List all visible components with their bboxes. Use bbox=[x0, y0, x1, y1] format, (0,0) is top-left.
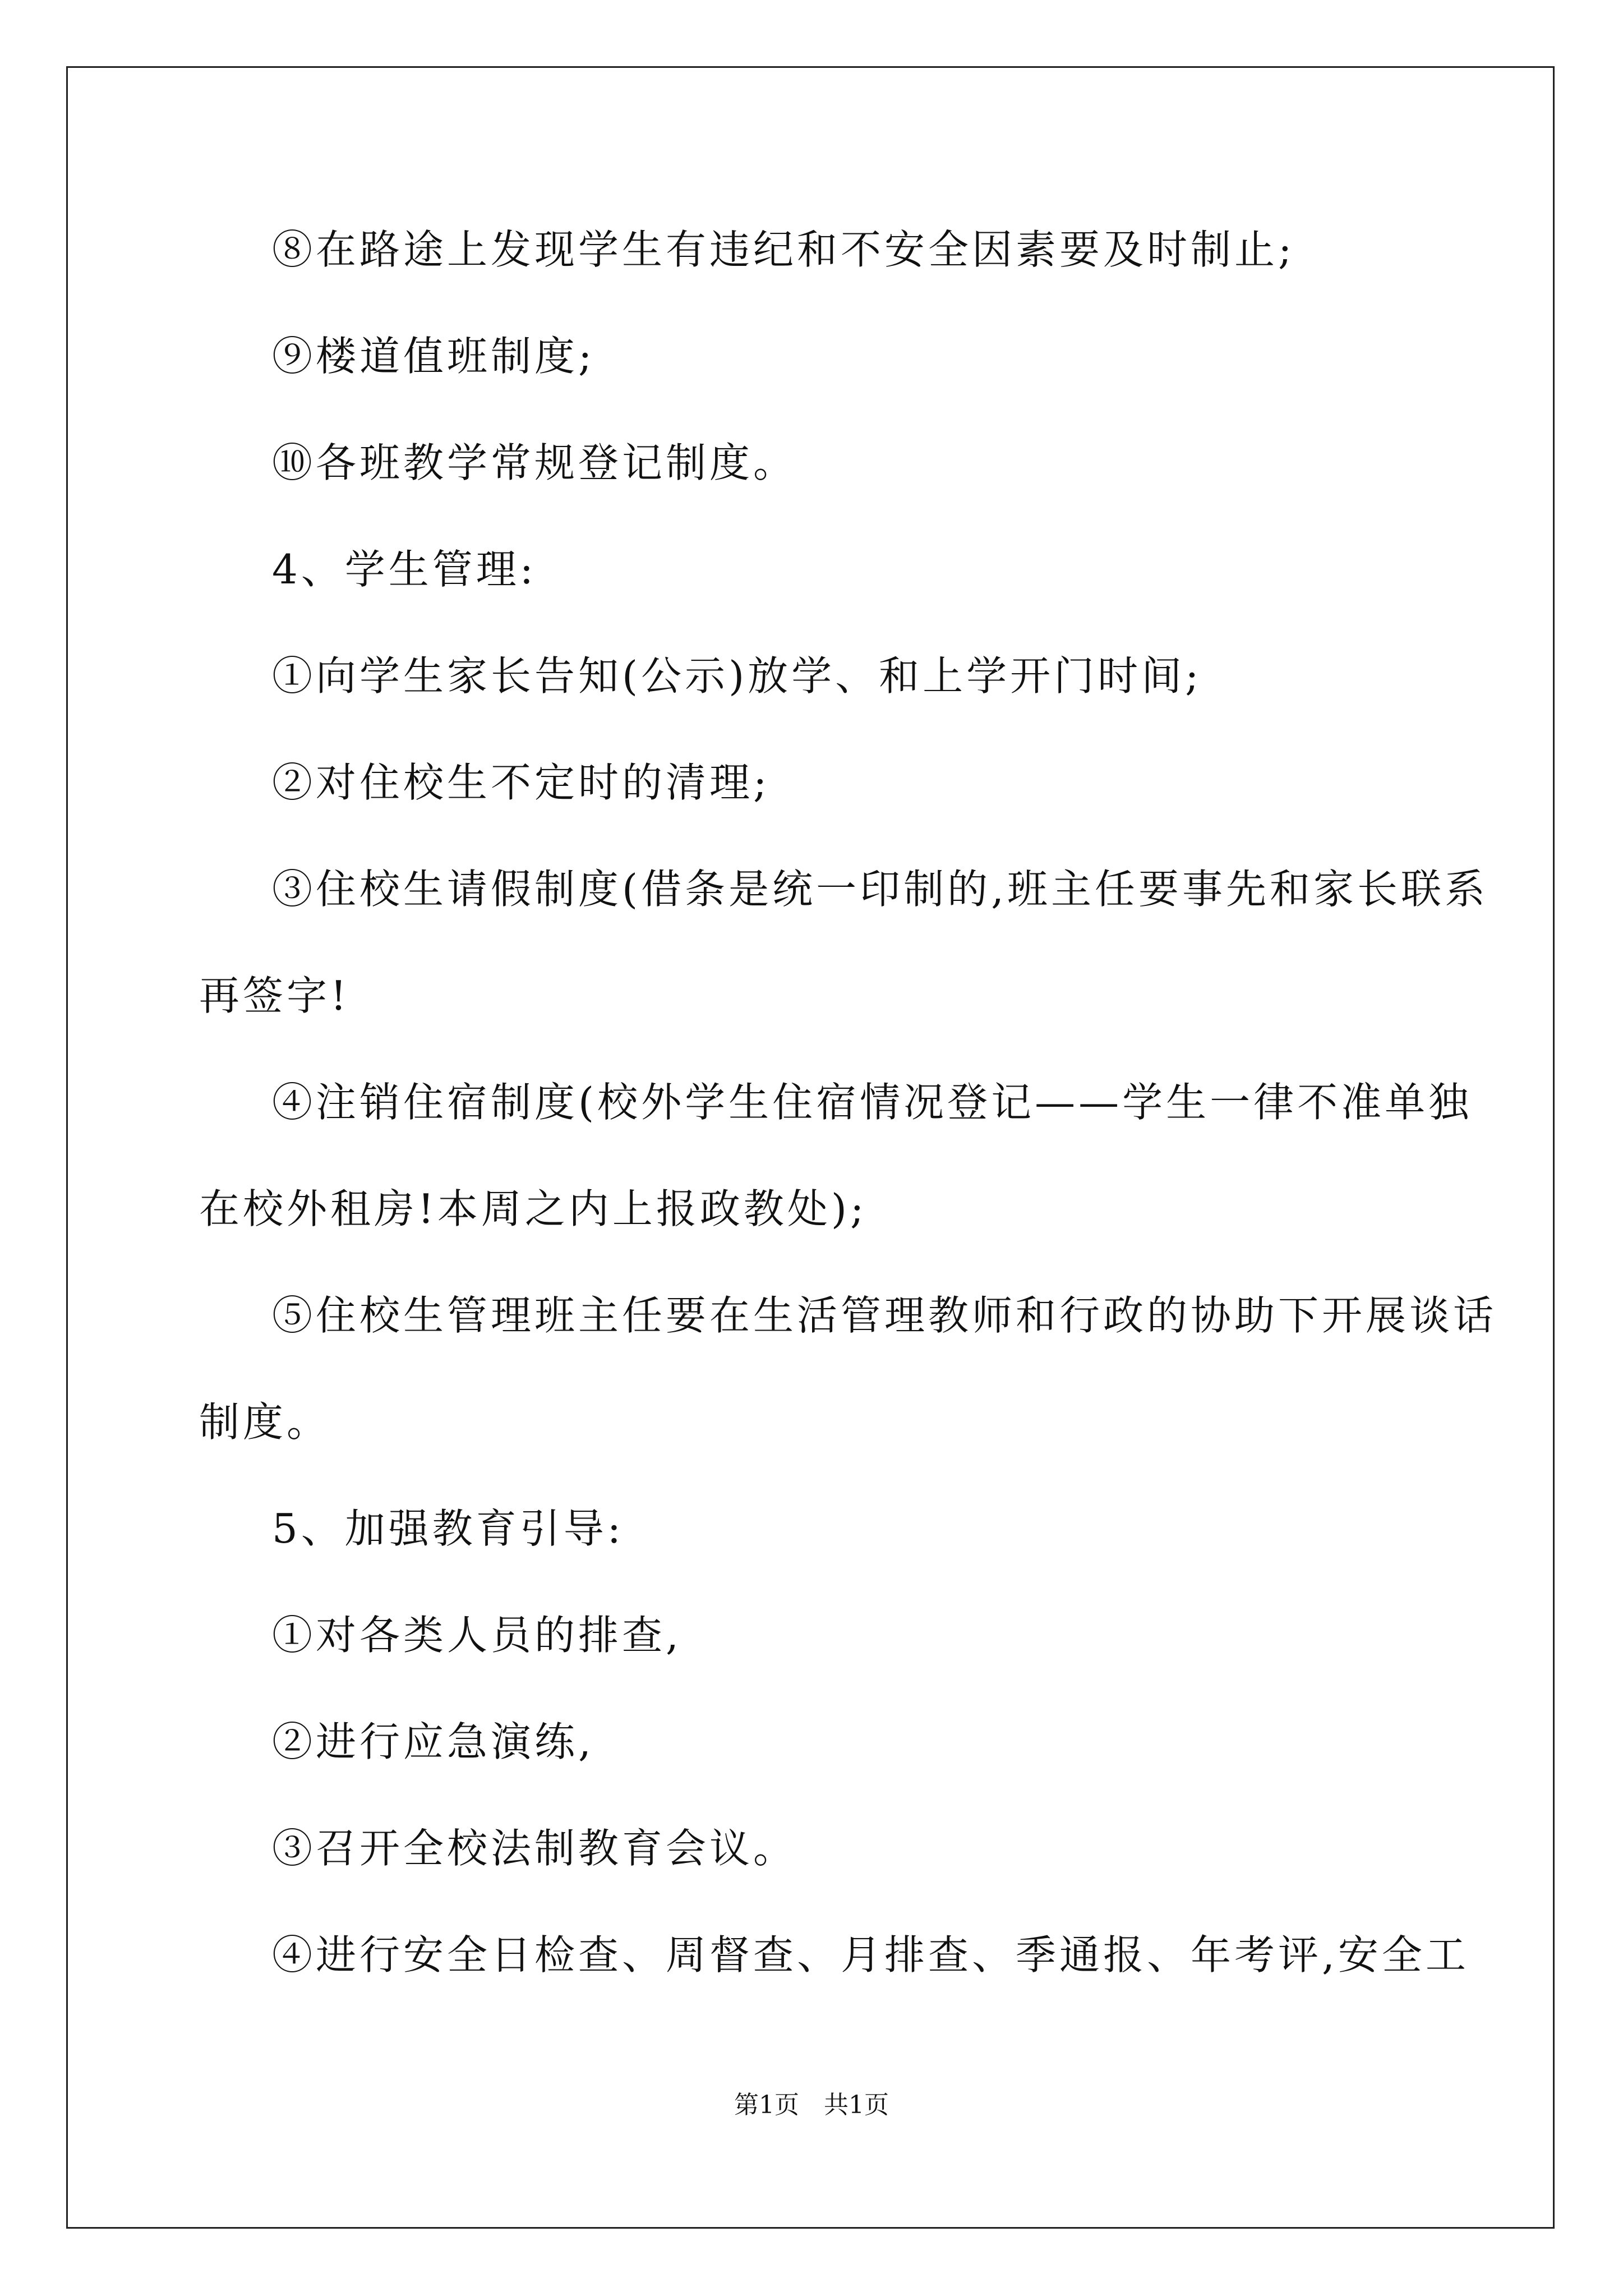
text-line: ⑧在路途上发现学生有违纪和不安全因素要及时制止; bbox=[272, 226, 1295, 273]
text-line: ⑨楼道值班制度; bbox=[272, 333, 596, 380]
text-line: ③住校生请假制度(借条是统一印制的,班主任要事先和家长联系 bbox=[272, 866, 1488, 913]
text-line: ①向学生家长告知(公示)放学、和上学开门时间; bbox=[272, 652, 1202, 700]
text-line: ④注销住宿制度(校外学生住宿情况登记——学生一律不准单独 bbox=[272, 1079, 1473, 1126]
page-footer: 第1页 共1页 bbox=[734, 2091, 889, 2119]
text-line-continuation: 制度。 bbox=[199, 1398, 331, 1446]
text-line: ⑩各班教学常规登记制度。 bbox=[272, 439, 797, 486]
text-line: ③召开全校法制教育会议。 bbox=[272, 1825, 797, 1872]
text-line: ②对住校生不定时的清理; bbox=[272, 759, 771, 806]
text-line: ④进行安全日检查、周督查、月排查、季通报、年考评,安全工 bbox=[272, 1931, 1469, 1978]
section-heading: 5、加强教育引导: bbox=[272, 1505, 625, 1552]
text-line: ①对各类人员的排查, bbox=[272, 1612, 682, 1659]
text-line-continuation: 在校外租房!本周之内上报政教处); bbox=[199, 1185, 868, 1232]
text-line: ⑤住校生管理班主任要在生活管理教师和行政的协助下开展谈话 bbox=[272, 1292, 1497, 1339]
text-line: ②进行应急演练, bbox=[272, 1718, 594, 1765]
text-line-continuation: 再签字! bbox=[199, 972, 350, 1019]
section-heading: 4、学生管理: bbox=[272, 546, 537, 593]
